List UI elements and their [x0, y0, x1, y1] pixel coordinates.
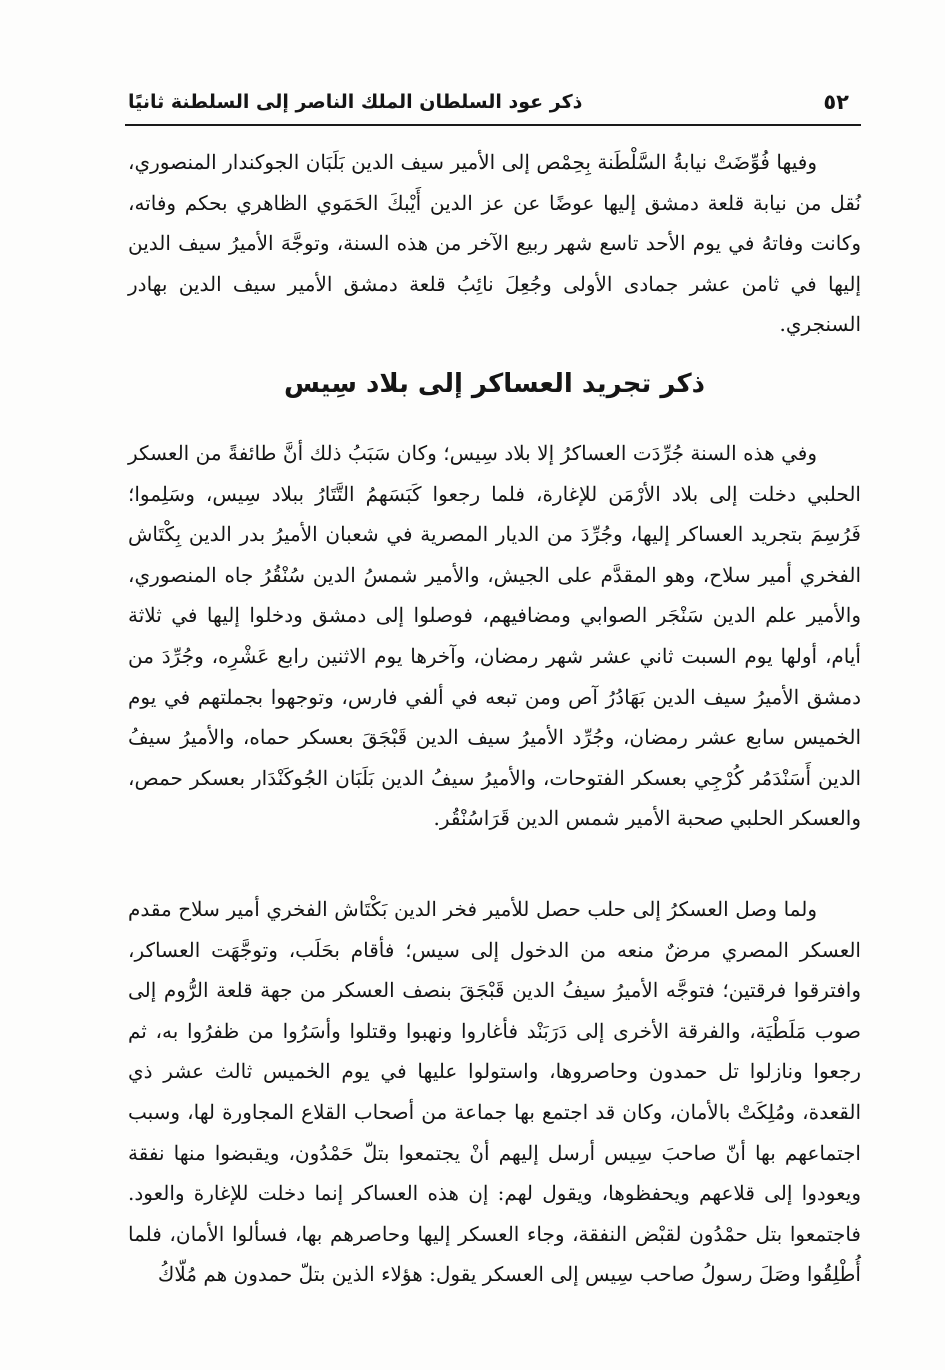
paragraph-fawwidat: [128, 142, 861, 345]
paragraph-text: ولما وصل العسكرُ إلى حلب حصل للأمير فخر الدين بَكْتَاش الفخري أمير سلاح مقدم العسكر المصري مرضٌ منعه من الدخول إلى سيس؛ فأقام بحَلَب، وتوجَّهَت العساكر، وافترقوا فرقتين؛ فتوجَّه الأميرُ سيفُ الدين قَبْجَقَ بنصف العسكر من جهة قلعة الرُّوم إلى صوب مَلَطْيَة، والفرقة الأخرى إلى دَرَبَنْد فأغاروا ونهبوا وقتلوا وأسَرُوا من ظفرُوا به، ثم رجعوا ونازلوا تل حمدون وحاصروها، واستولوا عليها في يوم الخميس ثالث عشر ذي القعدة، ومُلِكَتْ بالأمان، وكان قد اجتمع بها جماعة من أصحاب القلاع المجاورة لها، وسبب اجتماعهم بها أنّ صاحبَ سِيس أرسل إليهم أنْ يجتمعوا بتلّ حَمْدُون، ويقبضوا منها نفقة ويعودوا إلى قلاعهم ويحفظوها، ويقول لهم: إن هذه العساكر إنما دخلت للإغارة والعود. فاجتمعوا بتل حمْدُون لقبْض النفقة، وجاء العسكر إليها وحاصرهم بها، فسألوا الأمان، فلما أُطْلِقُوا وصَلَ رسولُ صاحب سِيس إلى العسكر يقول: هؤلاء الذين بتلّ حمدون هم مُلّاكُ: [128, 897, 861, 1287]
paragraph-tajrid: [128, 433, 861, 839]
paragraph-halab: [128, 889, 861, 1295]
running-header: [128, 84, 857, 120]
paragraph-text: وفي هذه السنة جُرِّدَت العساكرُ إلا بلاد سِيس؛ وكان سَبَبُ ذلك أنَّ طائفةً من العسكر الحلبي دخلت إلى بلاد الأرْمَن للإغارة، فلما رجعوا كَبَسَهمُ التَّتَارُ ببلاد سِيس، وسَلِموا؛ فَرُسِمَ بتجريد العساكر إليها، وجُرِّدَ من الديار المصرية في شعبان الأميرُ بدر الدين بِكْتَاش الفخري أمير سلاح، وهو المقدَّم على الجيش، والأمير شمسُ الدين سُنْقُرُ جاه المنصوري، والأمير علم الدين سَنْجَر الصوابي ومضافيهم، فوصلوا إلى دمشق ودخلوا إليها في ثلاثة أيام، أولها يوم السبت ثاني عشر شهر رمضان، وآخرها يوم الاثنين رابع عَشْرِه، وجُرِّدَ من دمشق الأميرُ سيف الدين بَهَادُرُ آص ومن تبعه في ألفي فارس، وتوجهوا بجملتهم في يوم الخميس سابع عشر رمضان، وجُرِّد الأميرُ سيف الدين قَبْجَقَ بعسكر حماه، والأميرُ سيفُ الدين أَسَنْدَمُر كُرْجِي بعسكر الفتوحات، والأميرُ سيفُ الدين بَلَبَان الجُوكَنْدَار بعسكر حمص، والعسكر الحلبي صحبة الأمير شمس الدين قَرَاسُنْقُر.: [128, 441, 862, 831]
header-divider: [125, 124, 861, 126]
header-title: ذكر عود السلطان الملك الناصر إلى السلطنة ثانيًا: [128, 91, 583, 113]
section-heading: ذكر تجريد العساكر إلى بلاد سِيس: [284, 369, 705, 399]
paragraph-text: وفيها فُوِّضَتْ نيابةُ السَّلْطَنة بِحِمْص إلى الأمير سيف الدين بَلَبَان الجوكندار المنصوري، نُقل من نيابة قلعة دمشق إليها عوضًا عن عز الدين أَيْبكَ الحَمَوي الظاهري بحكم وفاته، وكانت وفاتهُ في يوم الأحد تاسع شهر ربيع الآخر من هذه السنة، وتوجَّهَ الأميرُ سيف الدين إليها في ثامن عشر جمادى الأولى وجُعِلَ نائِبُ قلعة دمشق الأمير سيف الدين بهادر السنجري.: [128, 150, 861, 337]
page-number: ٥٢: [823, 90, 849, 114]
